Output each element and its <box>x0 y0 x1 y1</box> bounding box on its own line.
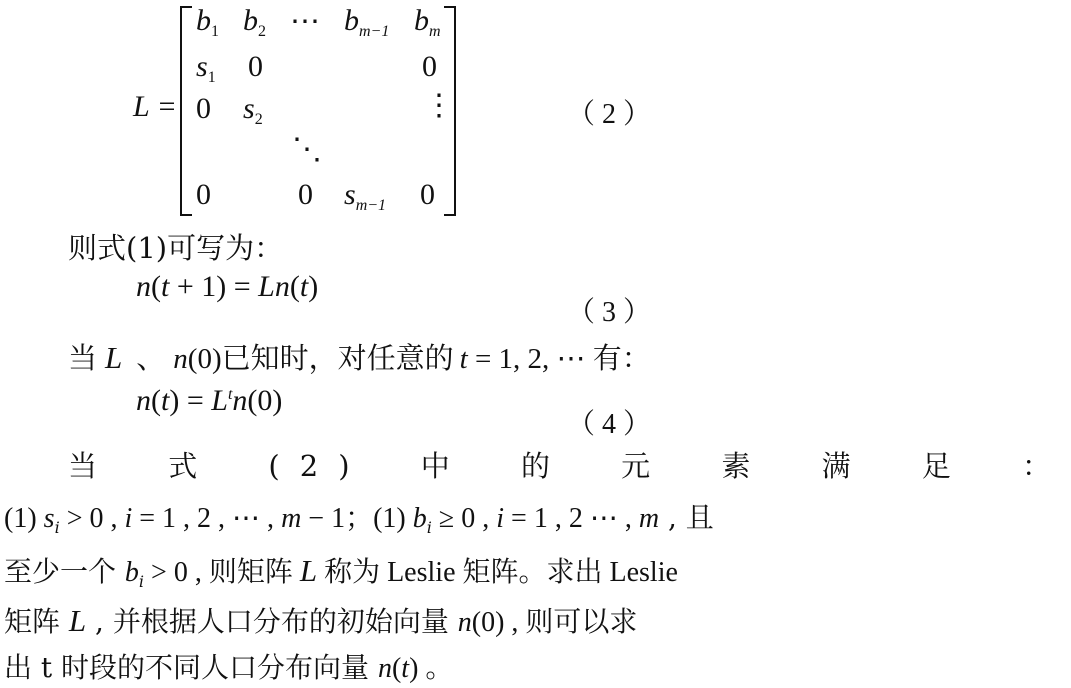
matrix-cell-r1c4: $b_{m-1}$ <box>344 4 390 40</box>
matrix-cell-r5c5: 0 <box>420 178 435 211</box>
matrix-cell-r1c5: $b_m$ <box>414 4 441 40</box>
matrix-cell-r5c3: 0 <box>298 178 313 211</box>
equation-number-2: （ 2 ） <box>567 99 652 130</box>
matrix-cell-r2c5: 0 <box>422 50 437 83</box>
text-line-5: 至少一个 $b_i > 0$ , 则矩阵 L 称为 Leslie 矩阵。求出 Leslie <box>4 553 678 591</box>
equation-3: n(t + 1) = Ln(t) <box>136 270 319 303</box>
matrix-cell-r3c2: $s_2$ <box>243 92 263 128</box>
matrix-cell-r1c3: ⋯ <box>290 5 320 38</box>
text-line-4: (1) $s_i > 0$ , i = 1 , 2 , ⋯ , m − 1；(1) $b_i \ge 0$ , i = 1 , 2 ⋯ , m , 且 <box>4 501 714 537</box>
matrix-cell-r2c2: 0 <box>248 50 263 83</box>
matrix-cell-r5c4: $s_{m-1}$ <box>344 178 387 214</box>
matrix-cell-r3c1: 0 <box>196 92 211 125</box>
matrix-cell-r5c1: 0 <box>196 178 211 211</box>
matrix-lhs: L = <box>133 90 177 123</box>
matrix-cell-r3c5: ⋮ <box>424 89 454 122</box>
matrix-cell-r4c3: ⋱ <box>292 133 322 166</box>
matrix-cell-r2c1: $s_1$ <box>196 50 216 86</box>
text-line-3: 当 式 (2) 中 的 元 素 满 足 ： <box>68 449 1071 483</box>
equation-number-4: （ 4 ） <box>567 409 652 440</box>
text-line-6: 矩阵 L , 并根据人口分布的初始向量 n(0) , 则可以求 <box>4 603 638 638</box>
left-bracket <box>180 6 192 216</box>
matrix-cell-r1c1: $b_1$ <box>196 4 219 40</box>
text-line-1: 则式(1)可写为： <box>68 231 284 265</box>
text-line-2: 当 L 、 n(0)已知时，对任意的 t = 1, 2, ⋯ 有： <box>68 340 651 375</box>
matrix-cell-r1c2: $b_2$ <box>243 4 266 40</box>
text-line-7: 出 t 时段的不同人口分布向量 n(t) 。 <box>4 651 454 684</box>
equation-4: $n(t) = L^tn(0)$ <box>136 384 283 417</box>
equation-number-3: （ 3 ） <box>567 297 652 328</box>
